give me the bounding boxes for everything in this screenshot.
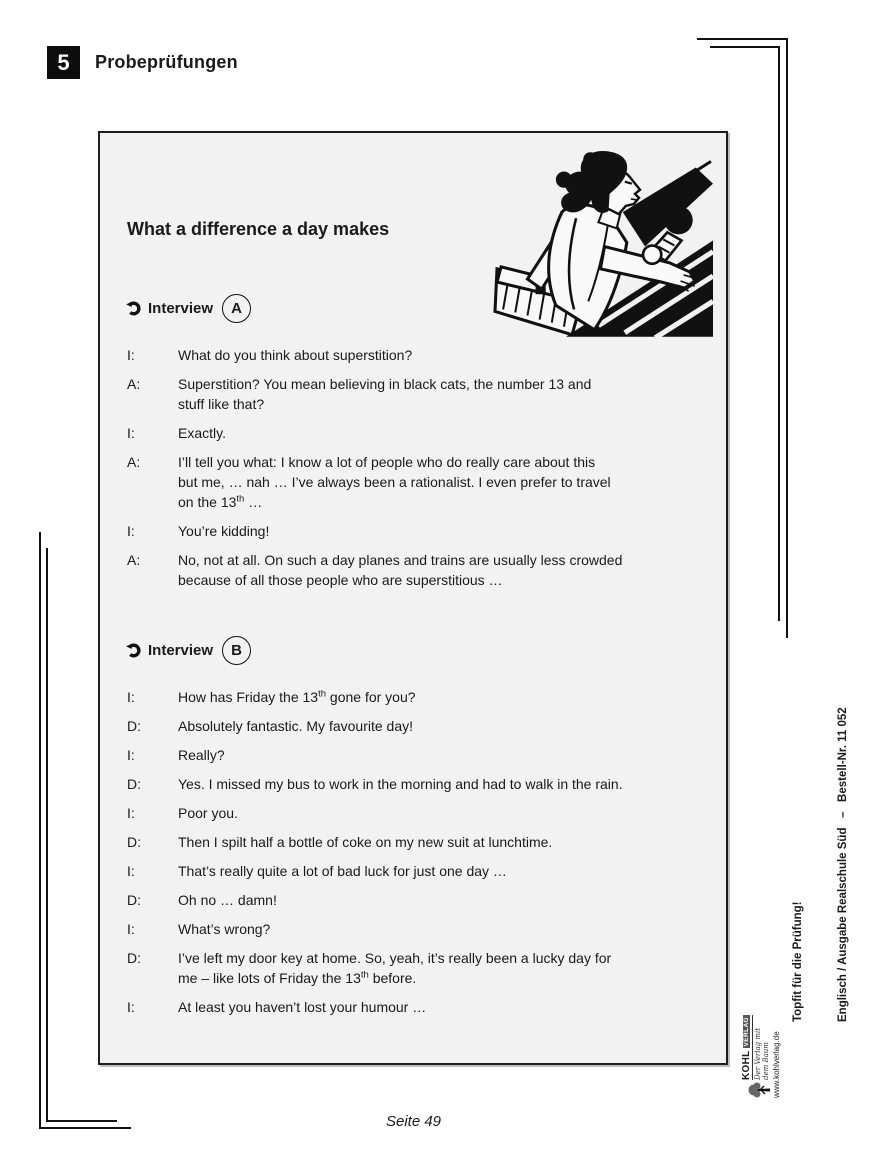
dialogue-text: Then I spilt half a bottle of coke on my new suit at lunchtime. [178, 834, 553, 850]
dialogue-text: At least you haven’t lost your humour … [178, 999, 427, 1015]
dialogue-line [127, 948, 726, 988]
dialogue-text: Absolutely fantastic. My favourite day! [178, 718, 413, 734]
speaker-label: D: [127, 718, 141, 734]
dialogue-text: Poor you. [178, 805, 238, 821]
dialogue-line [127, 832, 726, 852]
reporter-illustration [495, 149, 713, 337]
dialogue-text: What do you think about superstition? [178, 347, 413, 363]
speaker-label: D: [127, 776, 141, 792]
publisher-tagline: Der Verlag mit dem Baum [754, 1027, 770, 1080]
dialogue-text: Superstition? You mean believing in black cats, the number 13 and stuff like that? [178, 376, 592, 412]
tree-icon [748, 1082, 770, 1098]
dialogue-line [127, 919, 726, 939]
dialogue-line [127, 452, 726, 512]
speaker-label: D: [127, 892, 141, 908]
edition-subtitle: Englisch / Ausgabe Realschule Süd – Bestell-Nr. 11 052 [837, 707, 849, 1022]
dialogue-line [127, 716, 726, 736]
speaker-label: I: [127, 523, 135, 539]
interview-a-dialogue [100, 345, 726, 590]
publisher-name: KOHL [741, 1050, 752, 1080]
dialogue-text: You’re kidding! [178, 523, 270, 539]
speaker-label: I: [127, 689, 135, 705]
dialogue-line [127, 890, 726, 910]
dialogue-line [127, 345, 726, 365]
dialogue-text: Yes. I missed my bus to work in the morning and had to walk in the rain. [178, 776, 623, 792]
female-reporter-with-microphone-icon [495, 149, 713, 337]
circular-arrow-icon [126, 643, 141, 658]
chapter-number-square [47, 46, 80, 79]
speaker-label: I: [127, 921, 135, 937]
speaker-label: A: [127, 454, 141, 470]
dialogue-text: I’ll tell you what: I know a lot of people who do really care about this but me, … nah … I’ve always been a rationalist. I even prefer to travel on the 13th … [178, 454, 611, 510]
dialogue-line [127, 550, 726, 590]
dialogue-text: No, not at all. On such a day planes and trains are usually less crowded because of all those people who are superstitious … [178, 552, 623, 588]
speaker-label: I: [127, 805, 135, 821]
circular-arrow-icon [126, 301, 141, 316]
dialogue-line [127, 774, 726, 794]
dialogue-text: That’s really quite a lot of bad luck for just one day … [178, 863, 507, 879]
dialogue-line [127, 687, 726, 707]
publisher-url: www.kohlverlag.de [772, 1031, 781, 1098]
dialogue-line [127, 521, 726, 541]
speaker-label: I: [127, 425, 135, 441]
dialogue-line [127, 997, 726, 1017]
dialogue-line [127, 861, 726, 881]
dialogue-text: Exactly. [178, 425, 226, 441]
dialogue-line [127, 374, 726, 414]
speaker-label: A: [127, 552, 141, 568]
chapter-title: Probeprüfungen [95, 52, 238, 72]
dialogue-line [127, 423, 726, 443]
publisher-name-suffix: VERLAG [743, 1016, 750, 1047]
dialogue-text: Really? [178, 747, 225, 763]
interview-label: Interview [148, 642, 214, 659]
dialogue-text: What’s wrong? [178, 921, 271, 937]
interview-b-header [100, 636, 726, 665]
speaker-label: I: [127, 747, 135, 763]
edition-title: Topfit für die Prüfung! [792, 901, 804, 1022]
interview-a-badge: A [222, 294, 251, 323]
dialogue-text: I’ve left my door key at home. So, yeah, it’s really been a lucky day for me – like lots of Friday the 13th before. [178, 950, 612, 986]
dialogue-line [127, 803, 726, 823]
chapter-number: 5 [57, 49, 70, 75]
interview-b-badge: B [222, 636, 251, 665]
dialogue-text: Oh no … damn! [178, 892, 277, 908]
speaker-label: I: [127, 863, 135, 879]
worksheet-title: What a difference a day makes [127, 219, 390, 239]
interview-b-dialogue [100, 687, 726, 1017]
dialogue-text: How has Friday the 13th gone for you? [178, 688, 416, 705]
speaker-label: I: [127, 999, 135, 1015]
worksheet-box [98, 131, 728, 1065]
page-number: Seite 49 [385, 1113, 442, 1130]
speaker-label: A: [127, 376, 141, 392]
speaker-label: I: [127, 347, 135, 363]
speaker-label: D: [127, 834, 141, 850]
interview-label: Interview [148, 300, 214, 317]
speaker-label: D: [127, 950, 141, 966]
dialogue-line [127, 745, 726, 765]
